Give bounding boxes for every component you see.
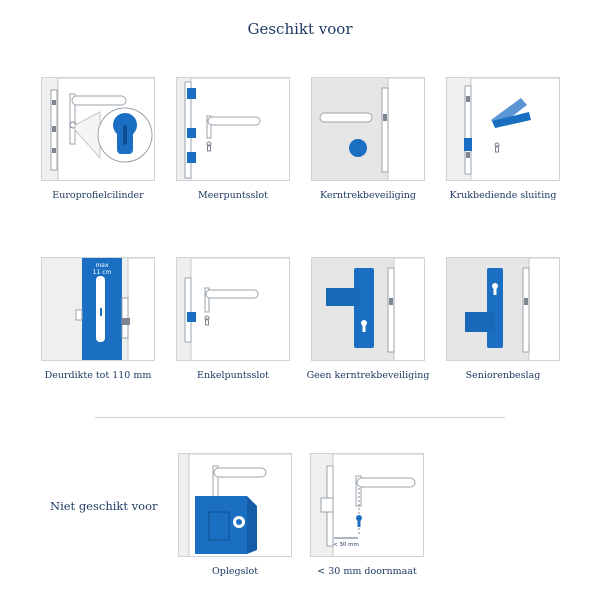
tile-single-point-lock (176, 257, 290, 361)
tile-handle-operated-lock (446, 77, 560, 181)
surface-lock-icon (179, 454, 292, 557)
no-core-pull-protection-icon (312, 258, 425, 361)
caption-euro-profile-cylinder: Europrofielcilinder (52, 190, 144, 201)
handle-operated-lock-icon (447, 78, 560, 181)
caption-multipoint-lock: Meerpuntsslot (198, 190, 268, 201)
tile-door-thickness (41, 257, 155, 361)
euro-profile-cylinder-icon (42, 78, 155, 181)
caption-no-core-pull-protection: Geen kerntrekbeveiliging (306, 370, 430, 381)
caption-surface-lock: Oplegslot (211, 566, 259, 577)
caption-door-thickness: Deurdikte tot 110 mm (44, 370, 152, 381)
section-divider (95, 417, 505, 418)
thickness-max-label: max (95, 262, 109, 269)
tile-euro-profile-cylinder (41, 77, 155, 181)
tile-multipoint-lock (176, 77, 290, 181)
page-title: Geschikt voor (247, 20, 353, 38)
backset-icon (311, 454, 424, 557)
caption-senior-fitting: Seniorenbeslag (465, 370, 541, 381)
multipoint-lock-icon (177, 78, 290, 181)
caption-core-pull-protection: Kerntrekbeveiliging (320, 190, 416, 201)
tile-core-pull-protection (311, 77, 425, 181)
tile-backset (310, 453, 424, 557)
core-pull-protection-icon (312, 78, 425, 181)
door-thickness-icon (42, 258, 155, 361)
tile-surface-lock (178, 453, 292, 557)
caption-single-point-lock: Enkelpuntsslot (197, 370, 269, 381)
tile-senior-fitting (446, 257, 560, 361)
caption-handle-operated-lock: Krukbediende sluiting (449, 190, 557, 201)
not-suitable-heading: Niet geschikt voor (50, 499, 158, 513)
senior-fitting-icon (447, 258, 560, 361)
backset-measure-label: < 30 mm (333, 542, 359, 548)
caption-backset: < 30 mm doornmaat (317, 566, 417, 577)
single-point-lock-icon (177, 258, 290, 361)
thickness-value-label: 11 cm (92, 269, 112, 276)
tile-no-core-pull-protection (311, 257, 425, 361)
